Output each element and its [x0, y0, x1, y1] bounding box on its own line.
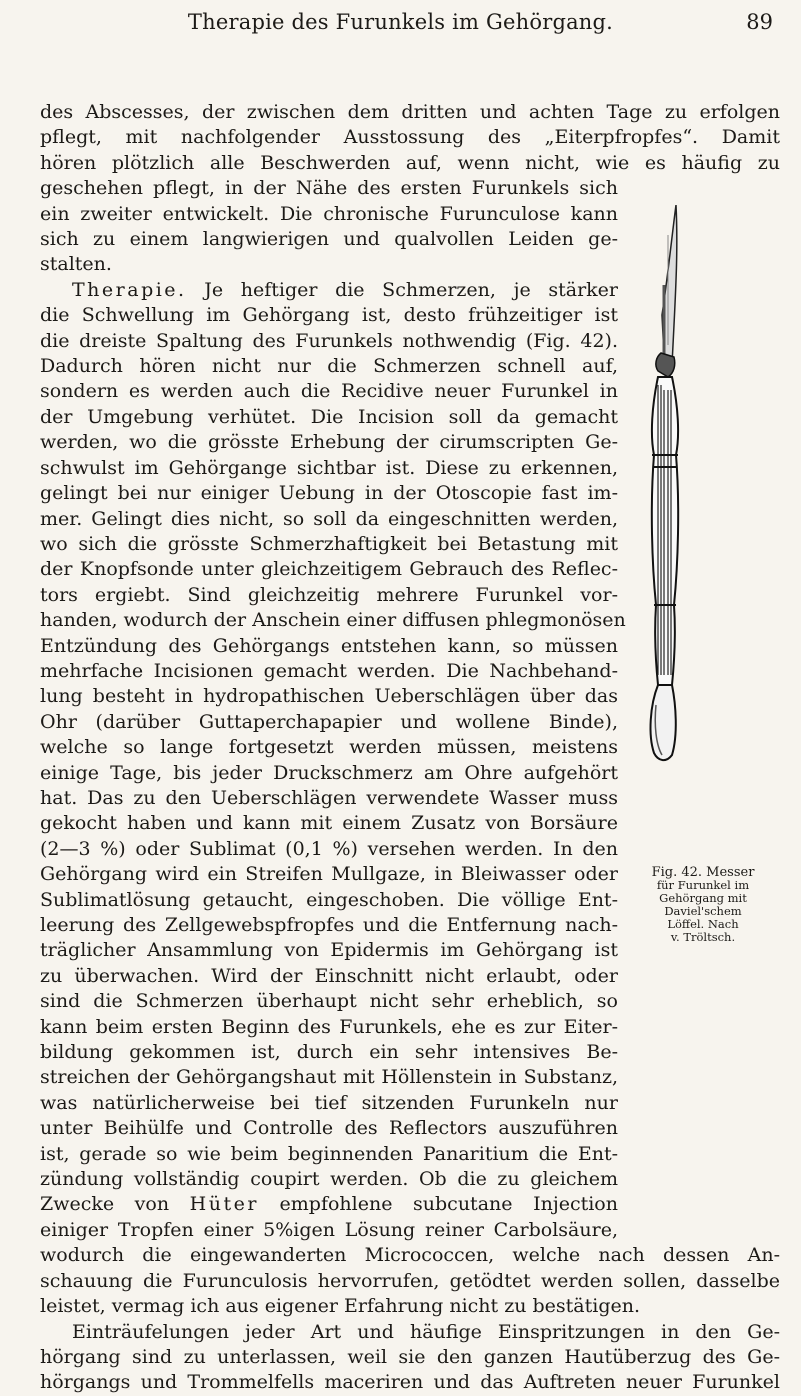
text-line: gekocht haben und kann mit einem Zusatz von Borsäure: [40, 812, 618, 835]
text-line: Sublimatlösung getaucht, eingeschoben. Die völlige Ent-: [40, 888, 618, 911]
text-line: einige Tage, bis jeder Druckschmerz am Ohre aufgehört: [40, 761, 618, 784]
text-line: die Schwellung im Gehörgang ist, desto frühzeitiger ist: [40, 304, 618, 327]
text-line: schwulst im Gehörgange sichtbar ist. Diese zu erkennen,: [40, 456, 618, 479]
text-line: hat. Das zu den Ueberschlägen verwendete Wasser muss: [40, 786, 618, 809]
text-line: leistet, vermag ich aus eigener Erfahrung nicht zu bestätigen.: [40, 1295, 641, 1318]
text-line: sind die Schmerzen überhaupt nicht sehr erheblich, so: [40, 990, 618, 1013]
text-line: ein zweiter entwickelt. Die chronische Furunculose kann: [40, 202, 618, 225]
text-line: Gehörgang wird ein Streifen Mullgaze, in Bleiwasser oder: [40, 863, 618, 886]
text-line: hören plötzlich alle Beschwerden auf, wenn nicht, wie es häufig zu: [40, 151, 780, 174]
text-line: ist, gerade so wie beim beginnenden Panaritium die Ent-: [40, 1142, 618, 1165]
caption-line: Daviel'schem: [664, 904, 742, 918]
text-line: träglicher Ansammlung von Epidermis im Gehörgang ist: [40, 939, 618, 962]
author-name: Hüter: [189, 1193, 259, 1216]
text-fragment: Je heftiger die Schmerzen, je stärker: [186, 278, 618, 301]
text-line: gelingt bei nur einiger Uebung in der Otoscopie fast im-: [40, 482, 618, 505]
page-number: 89: [746, 10, 773, 34]
text-line: bildung gekommen ist, durch ein sehr intensives Be-: [40, 1041, 618, 1064]
caption-line: für Furunkel im: [656, 878, 750, 892]
text-line: Einträufelungen jeder Art und häufige Einspritzungen in den Ge-: [72, 1320, 780, 1343]
text-fragment: Zwecke von: [40, 1193, 190, 1216]
text-line: sich zu einem langwierigen und qualvollen Leiden ge-: [40, 228, 618, 251]
text-line: Ohr (darüber Guttaperchapapier und wollene Binde),: [40, 710, 618, 733]
text-line: werden, wo die grösste Erhebung der cirumscripten Ge-: [40, 431, 618, 454]
text-line: leerung des Zellgewebspfropfes und die Entfernung nach-: [40, 914, 618, 936]
text-line: hörgang sind zu unterlassen, weil sie den ganzen Hautüberzug des Ge-: [40, 1345, 780, 1368]
text-line: wo sich die grösste Schmerzhaftigkeit bei Betastung mit: [40, 532, 618, 555]
caption-line: Löffel. Nach: [667, 917, 739, 931]
text-line: [40, 278, 618, 303]
text-line: unter Beihülfe und Controlle des Reflectors auszuführen: [40, 1117, 618, 1140]
text-line: handen, wodurch der Anschein einer diffusen phlegmonösen: [40, 609, 626, 632]
text-fragment: empfohlene subcutane Injection: [258, 1193, 618, 1216]
text-line: wodurch die eingewanderten Micrococcen, welche nach dessen An-: [40, 1244, 780, 1267]
knife-illustration: [628, 205, 728, 765]
caption-title: Fig. 42. Messer: [651, 865, 755, 880]
text-line: streichen der Gehörgangshaut mit Höllenstein in Substanz,: [40, 1066, 618, 1089]
paragraph-3: [40, 1320, 780, 1396]
figure-caption: [628, 866, 778, 944]
text-line: sondern es werden auch die Recidive neuer Furunkel in: [40, 380, 618, 403]
text-line: die dreiste Spaltung des Furunkels nothwendig (Fig. 42).: [40, 329, 618, 352]
text-line: der Umgebung verhütet. Die Incision soll da gemacht: [40, 405, 618, 428]
daviel-spoon: [651, 685, 676, 760]
text-line: der Knopfsonde unter gleichzeitigem Gebrauch des Reflec-: [40, 558, 618, 581]
text-line: kann beim ersten Beginn des Furunkels, ehe es zur Eiter-: [40, 1015, 618, 1038]
text-line: [40, 1192, 618, 1217]
text-line: (2—3 %) oder Sublimat (0,1 %) versehen werden. In den: [40, 837, 618, 860]
text-line: geschehen pflegt, in der Nähe des ersten Furunkels sich: [40, 177, 618, 200]
text-line: welche so lange fortgesetzt werden müssen, meistens: [40, 736, 618, 759]
text-line: einiger Tropfen einer 5%igen Lösung reiner Carbolsäure,: [40, 1218, 618, 1241]
text-line: tors ergiebt. Sind gleichzeitig mehrere Furunkel vor-: [40, 583, 618, 606]
text-line: hörgangs und Trommelfells maceriren und das Auftreten neuer Furunkel: [40, 1371, 780, 1394]
text-line: Entzündung des Gehörgangs entstehen kann, so müssen: [40, 634, 618, 657]
text-line: mer. Gelingt dies nicht, so soll da eingeschnitten werden,: [40, 507, 618, 530]
caption-line: v. Tröltsch.: [670, 930, 736, 944]
text-line: mehrfache Incisionen gemacht werden. Die Nachbehand-: [40, 659, 618, 682]
section-label: Therapie.: [72, 278, 187, 301]
text-line: des Abscesses, der zwischen dem dritten und achten Tage zu erfolgen: [40, 101, 780, 123]
running-head: Therapie des Furunkels im Gehörgang.: [187, 10, 614, 34]
text-line: stalten.: [40, 253, 112, 276]
text-line: zündung vollständig coupirt werden. Ob die zu gleichem: [40, 1168, 618, 1191]
caption-line: Gehörgang mit: [659, 891, 747, 905]
text-line: zu überwachen. Wird der Einschnitt nicht erlaubt, oder: [40, 964, 618, 987]
text-line: schauung die Furunculosis hervorrufen, getödtet werden sollen, dasselbe: [40, 1269, 780, 1292]
text-line: was natürlicherweise bei tief sitzenden Furunkeln nur: [40, 1091, 618, 1114]
text-line: Dadurch hören nicht nur die Schmerzen schnell auf,: [40, 355, 618, 378]
knife-neck: [656, 353, 675, 377]
page-header: [0, 10, 801, 50]
text-line: lung besteht in hydropathischen Ueberschlägen über das: [40, 685, 618, 708]
text-line: pflegt, mit nachfolgender Ausstossung des „Eiterpfropfes“. Damit: [40, 126, 780, 149]
knife-handle: [652, 377, 678, 685]
